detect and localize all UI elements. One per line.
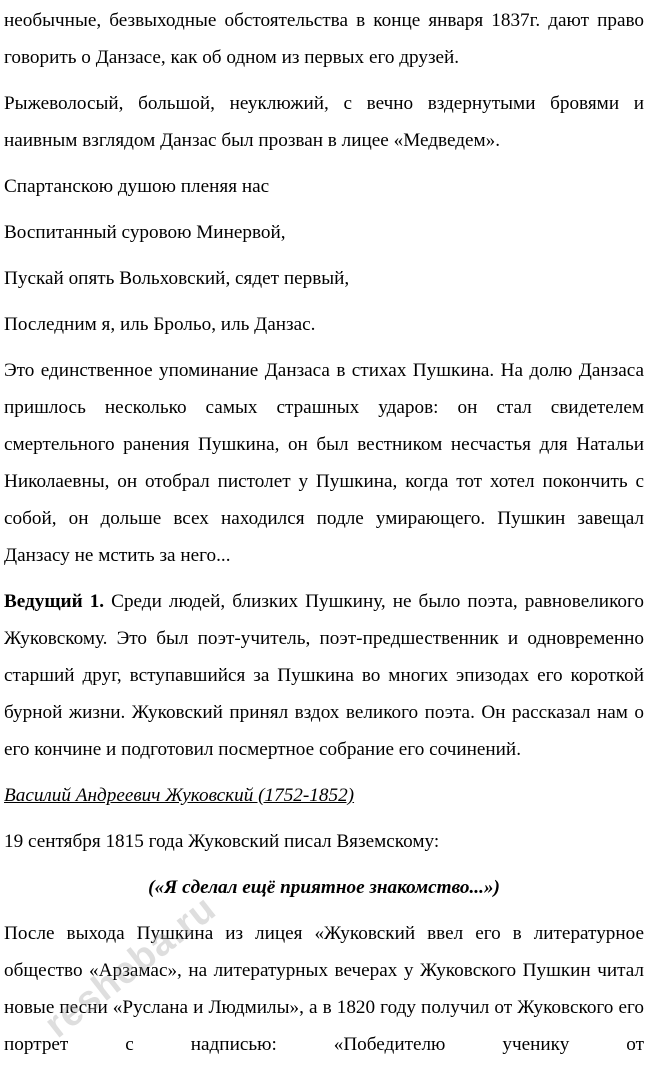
section-heading-zhukovsky [4, 777, 644, 814]
host-1-text: Среди людей, близких Пушкину, не было поэта, равновеликого Жуковскому. Это был поэт-учитель, поэт-предшественник и одновременно старший друг, вступавшийся за Пушкина во многих эпизодах его короткой бурной жизни. Жуковский принял вздох великого поэта. Он рассказал нам о его кончине и подготовил посмертное собрание его сочинений. [4, 591, 645, 760]
paragraph-danzas-description: Рыжеволосый, большой, неуклюжий, с вечно вздернутыми бровями и наивным взглядом Данзас был прозван в лицее «Медведем». [4, 93, 644, 151]
poem-line-2: Воспитанный суровою Минервой, [4, 222, 286, 243]
paragraph-danzas-friend: необычные, безвыходные обстоятельства в конце января 1837г. дают право говорить о Данзасе, как об одном из первых его друзей. [4, 10, 644, 68]
poem-block [4, 168, 644, 343]
poem-line-1: Спартанскою душою пленяя нас [4, 176, 270, 197]
paragraph-arzamas: После выхода Пушкина из лицея «Жуковский ввел его в литературное общество «Арзамас», на литературных вечерах у Жуковского Пушкин читал новые песни «Руслана и Людмилы», а в 1820 году получил от Жуковского его портрет с надписью: «Победителю ученику от [4, 923, 644, 1055]
poem-line-3: Пускай опять Вольховский, сядет первый, [4, 268, 350, 289]
heading-text: Василий Андреевич Жуковский (1752-1852) [4, 785, 355, 806]
document-page [4, 0, 644, 1063]
watermark-text: resheba.ru [37, 887, 224, 1047]
paragraph-host-1 [4, 583, 644, 768]
speaker-label: Ведущий 1. [4, 591, 105, 612]
quote-acquaintance: («Я сделал ещё приятное знакомство...») [148, 877, 500, 898]
paragraph-danzas-role: Это единственное упоминание Данзаса в стихах Пушкина. На долю Данзаса пришлось несколько самых страшных ударов: он стал свидетелем смертельного ранения Пушкина, он был вестником несчастья для Натальи Николаевны, он отобрал пистолет у Пушкина, когда тот хотел покончить с собой, он дольше всех находился подле умирающего. Пушкин завещал Данзасу не мстить за него... [4, 360, 644, 566]
poem-line-4: Последним я, иль Брольо, иль Данзас. [4, 314, 316, 335]
paragraph-letter-date: 19 сентября 1815 года Жуковский писал Вяземскому: [4, 831, 440, 852]
